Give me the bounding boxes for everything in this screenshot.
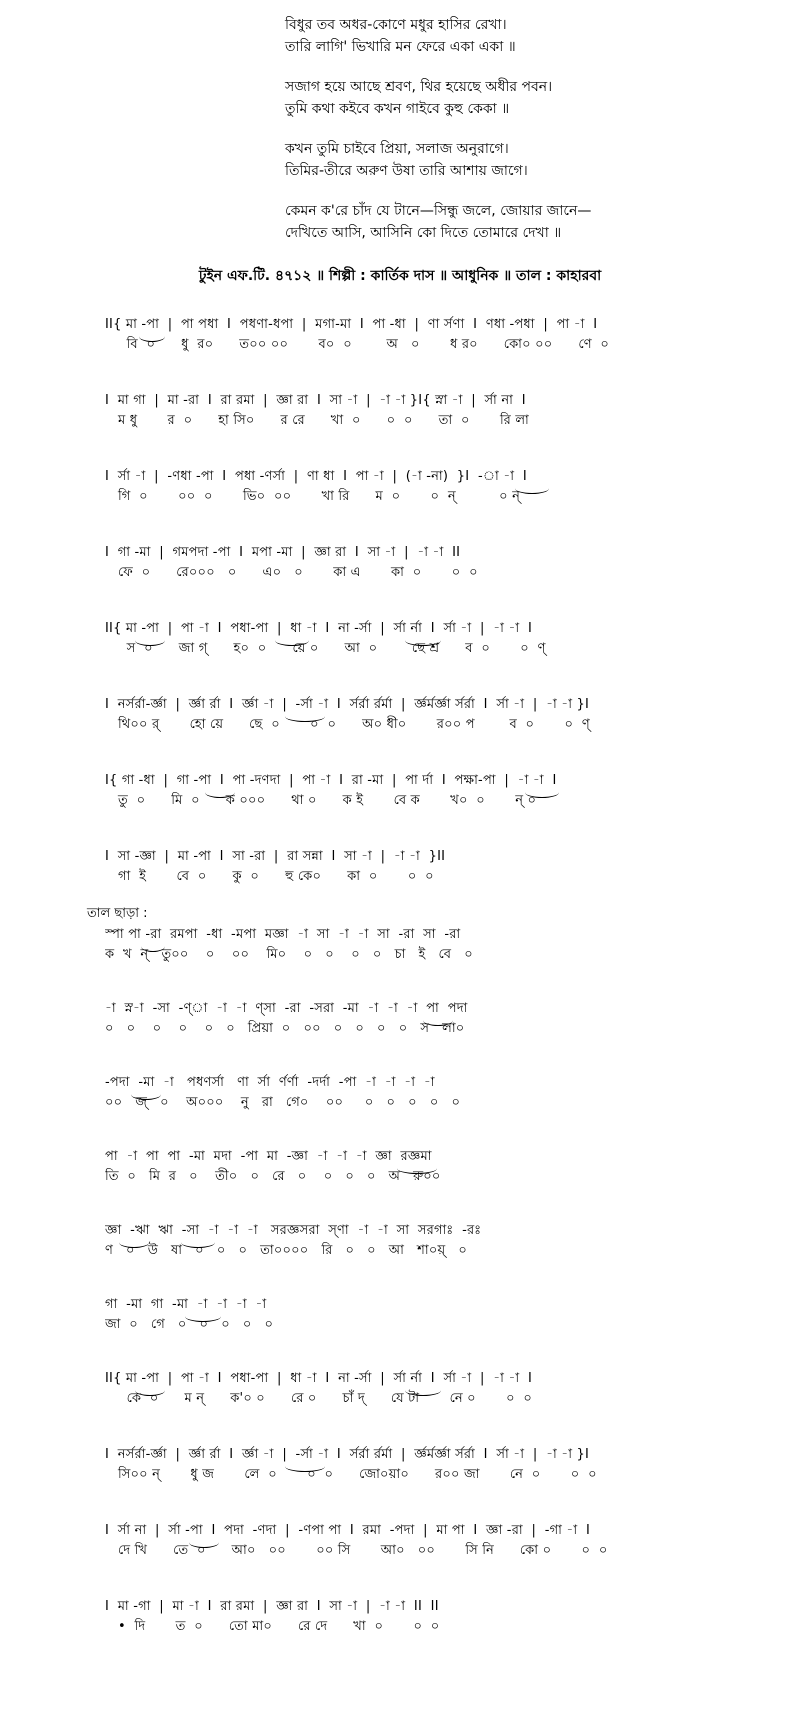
swar-row: I নর্সর্রা-র্জ্ঞা | র্জ্ঞা র্রা I র্জ্ঞা -া | -র্সা -া I র্সর্রা র্রর্মা | র্জ্ঞর্মর্জ্ঞা র্সর্রা I র্সা -া | -া -া }I: [105, 1447, 590, 1462]
swar-row: জ্ঞা -ঋা ঋা -সা -া -া -া সরজ্ঞসরা স্ণা -া -া সা সরগাঃ -রঃ: [105, 1223, 482, 1238]
notation-system: [105, 999, 705, 1039]
lyric-line: দেখিতে আসি, আসিনি কো দিতে তোমারে দেখা ॥: [285, 225, 562, 241]
swar-row: পা -া পা পা -মা মদা -পা মা -জ্ঞা -া -া -া জ্ঞা রজ্ঞমা: [105, 1149, 432, 1164]
notation-system: [105, 391, 705, 431]
slur-mark: [423, 1015, 453, 1026]
slur-mark: [285, 711, 325, 722]
swar-row: I মা গা | মা -রা I রা রমা | জ্ঞা রা I সা -া | -া -া }I{ স্না -া | র্সা না I: [105, 393, 526, 408]
notation-system: [105, 847, 705, 887]
notation-system: [105, 467, 705, 507]
notation-system: [105, 619, 705, 659]
swar-row: গা -মা গা -মা -া -া -া -া: [105, 1297, 267, 1312]
syllable-row: ক খ ন্ তু০০ ০ ০০ মি০ ০ ০ ০ ০ চা ই বে ০: [105, 947, 473, 962]
notation-system: [105, 925, 705, 965]
swar-row: I সা -জ্ঞা | মা -পা I সা -রা | রা সন্না I সা -া | -া -া }II: [105, 849, 446, 864]
notation-system: [105, 695, 705, 735]
swar-row: I র্সা না | র্সা -পা I পদা -ণদা | -ণপা পা I রমা -পদা | মা পা I জ্ঞা -রা | -গা -া I: [105, 1523, 591, 1538]
notation-system: [105, 543, 705, 583]
syllable-row: থি০০ র্ হো য়ে ছে ০ ০ ০ অ০ ধী০ র০০ প ব ০ ০ ণ্: [105, 717, 590, 732]
syllable-row: বি ০ ধু র০ ত০০ ০০ ব০ ০ অ ০ ধ র০ কো০ ০০ ণে ০: [105, 337, 610, 352]
swar-row: I মা -গা | মা -া I রা রমা | জ্ঞা রা I সা -া | -া -া II II: [105, 1599, 439, 1614]
slur-mark: [185, 1311, 221, 1322]
lyric-line: তিমির-তীরে অরুণ উষা তারি আশায় জাগে।: [285, 163, 528, 179]
syllable-row: ফে ০ রে০০০ ০ এ০ ০ কা এ কা ০ ০ ০: [105, 565, 478, 580]
slur-mark: [205, 787, 235, 798]
swaralipi-notation: [87, 315, 705, 1673]
notation-system: [105, 315, 705, 355]
lyric-line: কেমন ক'রে চাঁদ যে টানে—সিন্ধু জলে, জোয়ার জানে—: [285, 203, 592, 219]
slur-mark: [135, 1385, 165, 1396]
syllable-row: দে খি তে ০ আ০ ০০ ০০ সি আ০ ০০ সি নি কো ০ ০ ০: [105, 1543, 608, 1558]
lyric-stanza: [285, 200, 745, 244]
slur-mark: [141, 941, 165, 952]
slur-mark: [405, 635, 441, 646]
slur-mark: [515, 483, 549, 494]
notation-system: [105, 1147, 705, 1187]
lyric-stanza: [285, 76, 745, 120]
slur-mark: [397, 1163, 437, 1174]
swar-row: II{ মা -পা | পা -া I পধা-পা | ধা -া I না -র্সা | র্সা র্না I র্সা -া | -া -া I: [105, 1371, 533, 1386]
lyric-line: বিধুর তব অধর-কোণে মধুর হাসির রেখা।: [285, 17, 507, 33]
lyric-stanza: [285, 14, 745, 58]
notation-system: [105, 771, 705, 811]
swar-row: স্পা পা -রা রমপা -ধা -মপা মজ্ঞা -া সা -া -া সা -রা সা -রা: [105, 927, 461, 942]
swar-row: I{ গা -ধা | গা -পা I পা -দণদা | পা -া I রা -মা | পা র্দা I পক্ষা-পা | -া -া I: [105, 773, 557, 788]
swar-row: I গা -মা | গমপদা -পা I মপা -মা | জ্ঞা রা I সা -া | -া -া II: [105, 545, 461, 560]
swar-row: II{ মা -পা | পা -া I পধা-পা | ধা -া I না -র্সা | র্সা র্না I র্সা -া | -া -া I: [105, 621, 533, 636]
syllable-row: ০০ জ্ ০ অ০০০ নু রা গে০ ০০ ০ ০ ০ ০ ০: [105, 1095, 461, 1110]
slur-mark: [525, 787, 559, 798]
slur-mark: [119, 1237, 149, 1248]
swar-row: I নর্সর্রা-র্জ্ঞা | র্জ্ঞা র্রা I র্জ্ঞা -া | -র্সা -া I র্সর্রা র্রর্মা | র্জ্ঞর্মর্জ্ঞা র্সর্রা I র্সা -া | -া -া }I: [105, 697, 590, 712]
syllable-row: গি ০ ০০ ০ ভি০ ০০ খা রি ম ০ ০ ন্ ০ ন্: [105, 489, 521, 504]
slur-mark: [181, 1237, 215, 1248]
slur-mark: [285, 1461, 325, 1472]
notation-system: [105, 1221, 705, 1261]
syllable-row: জা ০ গে ০ ০ ০ ০ ০: [105, 1317, 274, 1332]
syllable-row: স ০ জা গ্ হ০ ০ য়ে ০ আ ০ ছে শ্র ব ০ ০ ণ্: [105, 641, 546, 656]
swar-row: I র্সা -া | -ণধা -পা I পধা -ণর্সা | ণা ধা I পা -া | (-া -না) }I -া -া I: [105, 469, 527, 484]
notation-system: [105, 1073, 705, 1113]
free-rhythm-label: তাল ছাড়া :: [87, 906, 148, 921]
lyric-line: তারি লাগি' ভিখারি মন ফেরে একা একা ॥: [285, 39, 516, 55]
syllable-row: তি ০ মি র ০ তী০ ০ রে ০ ০ ০ ০ অ রু০০: [105, 1169, 441, 1184]
swar-row: II{ মা -পা | পা পধা I পধণা-ধপা | মগা-মা I পা -ধা | ণা র্সণা I ণধা -পধা | পা -া I: [105, 317, 598, 332]
lyric-line: সজাগ হয়ে আছে শ্রবণ, থির হয়েছে অধীর পবন।: [285, 79, 553, 95]
swar-row: -া স্ন-া -সা -ণ্া -া -া ণ্সা -রা -সরা -মা -া -া -া পা পদা: [105, 1001, 468, 1016]
lyric-stanza: [285, 138, 745, 182]
slur-mark: [131, 1089, 161, 1100]
notation-system: [105, 1369, 705, 1409]
swar-row: -পদা -মা -া পধণর্সা ণা র্সা র্ণর্ণা -দর্দা -পা -া -া -া -া: [105, 1075, 435, 1090]
notation-system: [105, 1445, 705, 1485]
free-rhythm-section: [105, 925, 705, 1335]
free-section-header: [87, 905, 705, 923]
slur-mark: [135, 635, 165, 646]
slur-mark: [139, 331, 165, 342]
syllable-row: তু ০ মি ০ ক ০০০ থা ০ ক ই বে ক খ০ ০ ন্ ০: [105, 793, 537, 808]
syllable-row: ম ধু র ০ হা সি০ র রে খা ০ ০ ০ তা ০ রি লা: [105, 413, 530, 428]
syllable-row: ণ ০ উ ষা ০ ০ ০ তা০০০০ রি ০ ০ আ শা০য়্ ০: [105, 1243, 467, 1258]
syllable-row: গা ই বে ০ কু ০ হু কে০ কা ০ ০ ০: [105, 869, 434, 884]
song-lyrics: [285, 14, 745, 262]
syllable-row: কে ০ ম ন্ ক'০ ০ রে ০ চাঁ দ্ যে টা নে ০ ০ ০: [105, 1391, 533, 1406]
syllable-row: • দি ত ০ তো মা০ রে দে খা ০ ০ ০: [105, 1619, 440, 1634]
lyric-line: তুমি কথা কইবে কখন গাইবে কুহু কেকা ॥: [285, 101, 510, 117]
lyric-line: কখন তুমি চাইবে প্রিয়া, সলাজ অনুরাগে।: [285, 141, 509, 157]
syllable-row: ০ ০ ০ ০ ০ ০ প্রিয়া ০ ০০ ০ ০ ০ ০ স লা০: [105, 1021, 465, 1036]
record-info: টুইন এফ.টি. ৪৭১২ ॥ শিল্পী : কার্তিক দাস ॥ আধুনিক ॥ তাল : কাহারবা: [198, 268, 602, 284]
notation-system: [105, 1295, 705, 1335]
notation-system: [105, 1521, 705, 1561]
notation-system: [105, 1597, 705, 1637]
slur-mark: [189, 1537, 219, 1548]
slur-mark: [275, 635, 309, 646]
slur-mark: [405, 1385, 441, 1396]
syllable-row: সি০০ ন্ ধু জ লে ০ ০ ০ জো০য়া০ র০০ জা নে ০ ০ ০: [105, 1467, 597, 1482]
